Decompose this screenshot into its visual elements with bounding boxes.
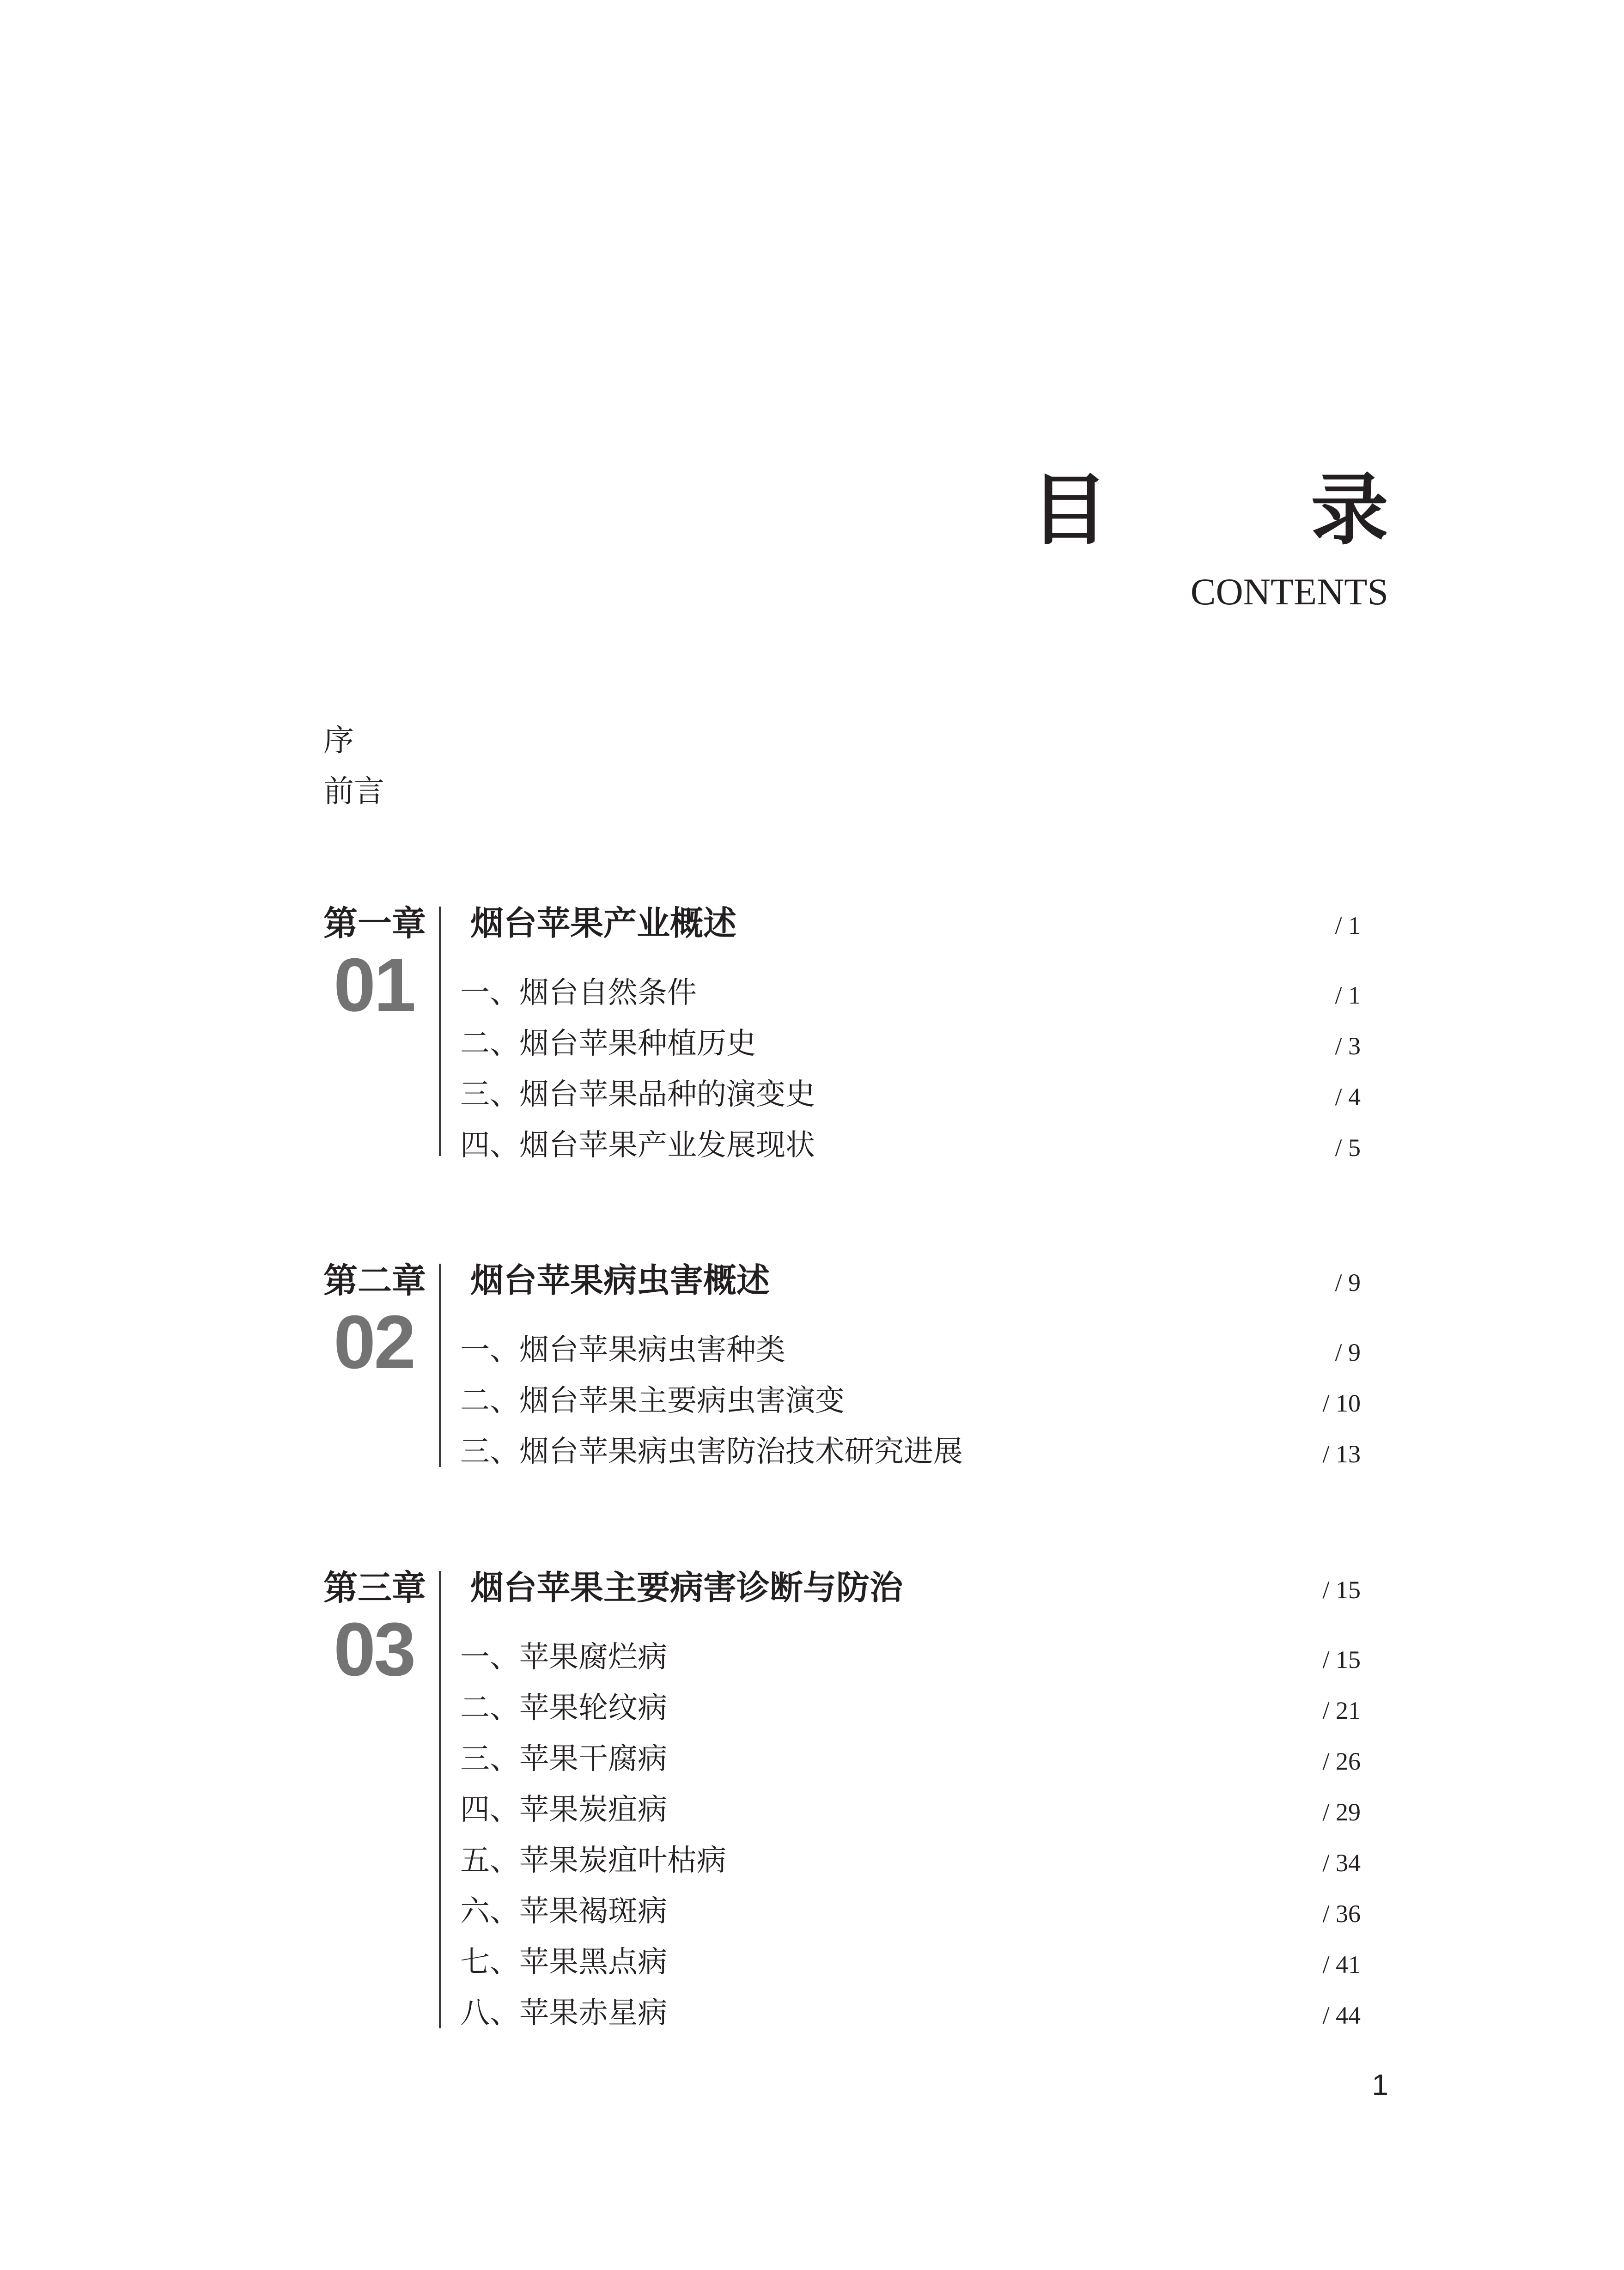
toc-entry-page: / 15 xyxy=(1322,1646,1361,1674)
toc-entry-label: 六、苹果褐斑病 xyxy=(460,1894,667,1929)
chapter-3 xyxy=(323,1568,1361,2033)
toc-entry-label: 七、苹果黑点病 xyxy=(460,1945,667,1979)
chapter-label: 第三章 xyxy=(323,1568,426,1608)
toc-entry-label: 一、苹果腐烂病 xyxy=(460,1640,667,1674)
toc-entry-page: / 13 xyxy=(1322,1440,1361,1468)
toc-entry-page: / 10 xyxy=(1322,1389,1361,1417)
toc-entry-page: / 9 xyxy=(1335,1339,1361,1366)
chapter-divider xyxy=(439,1264,441,1467)
front-matter-preface[interactable]: 序 xyxy=(323,723,354,758)
chapter-number: 01 xyxy=(334,943,414,1027)
toc-entry[interactable] xyxy=(460,1947,1361,1984)
toc-entry[interactable] xyxy=(460,1437,1361,1474)
toc-entry-page: / 1 xyxy=(1335,981,1361,1009)
toc-entry-page: / 4 xyxy=(1335,1083,1361,1111)
toc-entry[interactable] xyxy=(460,1640,1361,1680)
toc-entry-page: / 34 xyxy=(1322,1849,1361,1877)
front-matter-foreword[interactable]: 前言 xyxy=(323,773,384,809)
toc-entry-label: 三、苹果干腐病 xyxy=(460,1742,667,1776)
toc-entry-page: / 21 xyxy=(1322,1697,1361,1724)
toc-entry-label: 二、烟台苹果种植历史 xyxy=(460,1027,756,1061)
toc-entry[interactable] xyxy=(460,1386,1361,1423)
toc-entry[interactable] xyxy=(460,1128,1361,1168)
toc-entry[interactable] xyxy=(460,1693,1361,1730)
toc-entry-page: / 29 xyxy=(1322,1798,1361,1826)
chapter-number: 03 xyxy=(334,1607,414,1692)
toc-entry-label: 一、烟台苹果病虫害种类 xyxy=(460,1333,785,1367)
chapter-title[interactable]: 烟台苹果病虫害概述 xyxy=(470,1261,770,1300)
chapter-page: / 15 xyxy=(1322,1576,1361,1604)
toc-entry-page: / 26 xyxy=(1322,1747,1361,1775)
chapter-page: / 9 xyxy=(1335,1269,1361,1296)
chapter-label: 第二章 xyxy=(323,1261,426,1301)
chapter-number: 02 xyxy=(334,1300,414,1384)
toc-entry-label: 一、烟台自然条件 xyxy=(460,976,697,1010)
toc-entry[interactable] xyxy=(460,1795,1361,1832)
toc-entry-label: 二、苹果轮纹病 xyxy=(460,1691,667,1725)
toc-entry-label: 三、烟台苹果病虫害防治技术研究进展 xyxy=(460,1435,963,1469)
toc-entry-label: 三、烟台苹果品种的演变史 xyxy=(460,1077,815,1112)
toc-entry[interactable] xyxy=(460,1029,1361,1066)
toc-entry-label: 四、烟台苹果产业发展现状 xyxy=(460,1128,815,1162)
toc-entry[interactable] xyxy=(460,1744,1361,1781)
chapter-1 xyxy=(323,904,1361,1165)
toc-entry-page: / 3 xyxy=(1335,1032,1361,1060)
toc-title: 目 录 xyxy=(1030,465,1476,555)
chapter-divider xyxy=(439,1571,441,2028)
toc-entry[interactable] xyxy=(460,1846,1361,1883)
toc-entry[interactable] xyxy=(460,1998,1361,2035)
chapter-page: / 1 xyxy=(1335,912,1361,939)
toc-entry[interactable] xyxy=(460,1335,1361,1372)
toc-entry-label: 四、苹果炭疽病 xyxy=(460,1793,667,1827)
toc-entry[interactable] xyxy=(460,1077,1361,1117)
toc-entry-label: 五、苹果炭疽叶枯病 xyxy=(460,1844,726,1878)
chapter-2 xyxy=(323,1261,1361,1472)
page-number: 1 xyxy=(1372,2068,1388,2101)
toc-entry-page: / 44 xyxy=(1322,2002,1361,2029)
chapter-label: 第一章 xyxy=(323,904,426,943)
toc-entry-label: 二、烟台苹果主要病虫害演变 xyxy=(460,1384,845,1418)
chapter-title[interactable]: 烟台苹果主要病害诊断与防治 xyxy=(470,1568,903,1607)
toc-subtitle: CONTENTS xyxy=(1190,571,1388,613)
chapter-divider xyxy=(439,907,441,1156)
toc-entry-label: 八、苹果赤星病 xyxy=(460,1996,667,2030)
toc-entry[interactable] xyxy=(460,978,1361,1015)
toc-entry[interactable] xyxy=(460,1894,1361,1934)
toc-entry-page: / 36 xyxy=(1322,1900,1361,1928)
toc-entry-page: / 41 xyxy=(1322,1951,1361,1978)
chapter-title[interactable]: 烟台苹果产业概述 xyxy=(470,904,737,943)
toc-entry-page: / 5 xyxy=(1335,1134,1361,1162)
